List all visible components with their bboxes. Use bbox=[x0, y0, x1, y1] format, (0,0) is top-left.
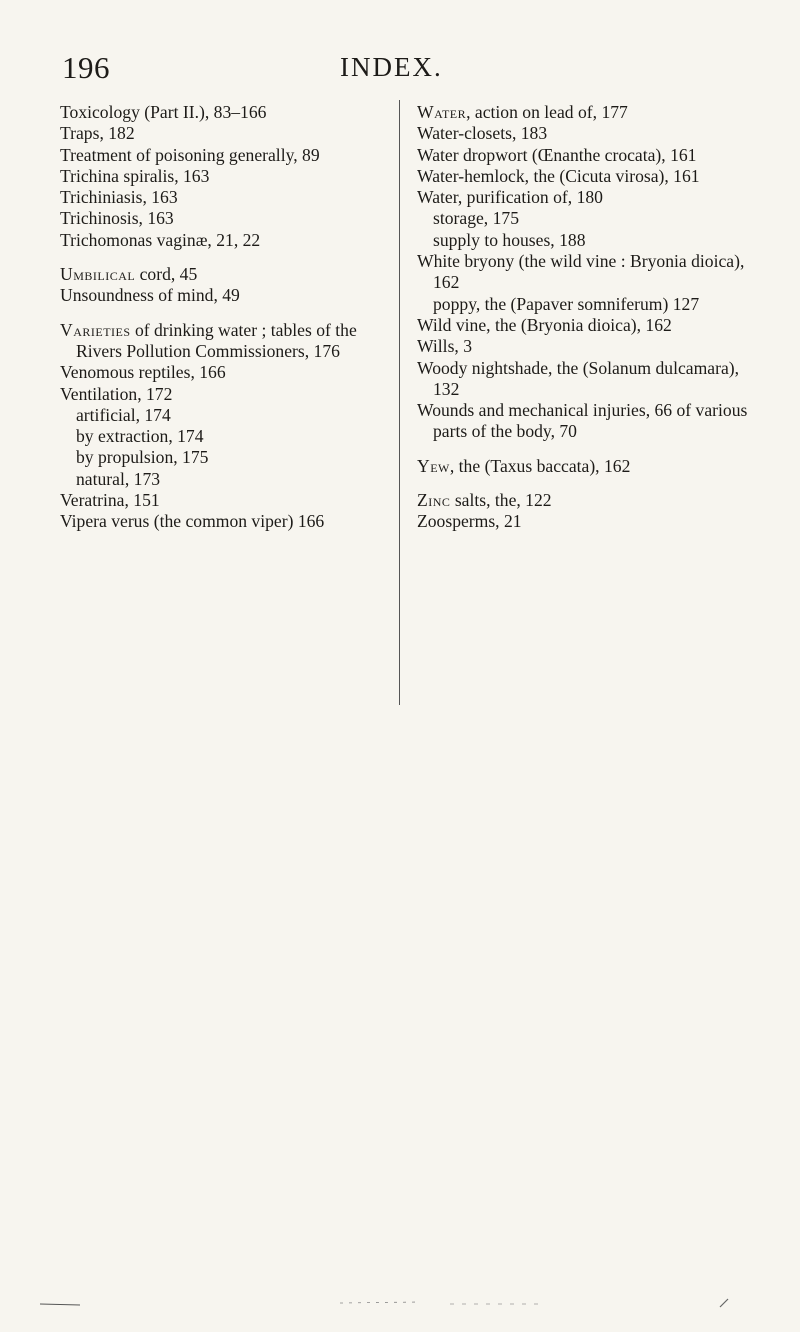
running-title: INDEX. bbox=[340, 52, 443, 82]
index-entry bbox=[60, 166, 395, 187]
index-entry bbox=[417, 490, 762, 511]
entry-lead-word: Yew bbox=[417, 455, 450, 476]
index-entry bbox=[417, 400, 762, 443]
index-entry bbox=[417, 315, 762, 336]
entry-text: Water-hemlock, the (Cicuta virosa), 161 bbox=[417, 165, 700, 186]
entry-text: Venomous reptiles, 166 bbox=[60, 362, 226, 383]
entry-lead-word: Water bbox=[417, 102, 467, 122]
entry-text: Ventilation, 172 bbox=[60, 383, 173, 404]
entry-text: Woody nightshade, the (Solanum dulcamara), 132 bbox=[417, 357, 740, 399]
entry-text: by extraction, 174 bbox=[76, 426, 204, 447]
entry-text: White bryony (the wild vine : Bryonia dioica), 162 bbox=[417, 251, 745, 293]
section-gap bbox=[60, 307, 395, 320]
entry-text: , action on lead of, 177 bbox=[466, 102, 628, 122]
entry-lead-word: Zinc bbox=[417, 490, 451, 511]
entry-text: Trichiniasis, 163 bbox=[60, 187, 178, 208]
index-entry bbox=[60, 208, 395, 229]
index-entry bbox=[417, 102, 762, 123]
index-subentry bbox=[417, 294, 762, 315]
index-column-right bbox=[417, 102, 762, 533]
index-entry bbox=[417, 456, 762, 477]
index-column-left bbox=[60, 102, 395, 533]
entry-text: Toxicology (Part II.), 83–166 bbox=[60, 102, 267, 122]
entry-text: Trichomonas vaginæ, 21, 22 bbox=[60, 229, 261, 250]
entry-lead-word: Varieties bbox=[60, 319, 131, 340]
entry-text: artificial, 174 bbox=[76, 404, 171, 425]
entry-text: Wounds and mechanical injuries, 66 of various parts of the body, 70 bbox=[417, 400, 748, 442]
index-entry bbox=[60, 123, 395, 144]
print-artifact bbox=[40, 1297, 760, 1309]
index-entry bbox=[417, 336, 762, 357]
entry-text: Water dropwort (Œnanthe crocata), 161 bbox=[417, 144, 697, 165]
index-subentry bbox=[60, 469, 395, 490]
index-entry bbox=[60, 511, 395, 532]
entry-text: Water-closets, 183 bbox=[417, 123, 548, 144]
column-divider bbox=[399, 100, 400, 705]
index-entry bbox=[60, 384, 395, 405]
index-entry bbox=[417, 166, 762, 187]
section-gap bbox=[417, 443, 762, 456]
entry-text: Wills, 3 bbox=[417, 336, 473, 357]
index-subentry bbox=[60, 405, 395, 426]
entry-text: supply to houses, 188 bbox=[433, 229, 586, 250]
entry-text: Zoosperms, 21 bbox=[417, 511, 522, 532]
entry-text: by propulsion, 175 bbox=[76, 447, 209, 468]
entry-text: poppy, the (Papaver somniferum) 127 bbox=[433, 293, 700, 314]
index-entry bbox=[60, 102, 395, 123]
entry-text: Wild vine, the (Bryonia dioica), 162 bbox=[417, 314, 672, 335]
entry-text: Veratrina, 151 bbox=[60, 490, 160, 511]
page-header bbox=[0, 50, 800, 86]
section-gap bbox=[417, 477, 762, 490]
section-gap bbox=[60, 251, 395, 264]
entry-text: Trichina spiralis, 163 bbox=[60, 165, 210, 186]
index-entry bbox=[417, 145, 762, 166]
entry-text: Traps, 182 bbox=[60, 123, 135, 144]
index-entry bbox=[60, 362, 395, 383]
entry-text: of drinking water ; tables of the Rivers Pollution Commissioners, 176 bbox=[76, 319, 357, 361]
entry-text: cord, 45 bbox=[135, 264, 198, 285]
index-entry bbox=[60, 230, 395, 251]
index-entry bbox=[60, 264, 395, 285]
index-entry bbox=[60, 145, 395, 166]
index-entry bbox=[417, 251, 762, 294]
entry-text: Unsoundness of mind, 49 bbox=[60, 285, 240, 306]
index-subentry bbox=[417, 208, 762, 229]
entry-text: salts, the, 122 bbox=[450, 490, 552, 511]
index-subentry bbox=[60, 426, 395, 447]
entry-text: Vipera verus (the common viper) 166 bbox=[60, 511, 325, 532]
index-entry bbox=[417, 358, 762, 401]
entry-text: natural, 173 bbox=[76, 468, 161, 489]
index-entry bbox=[60, 285, 395, 306]
entry-lead-word: Umbilical bbox=[60, 264, 136, 285]
entry-text: Treatment of poisoning generally, 89 bbox=[60, 144, 320, 165]
index-entry bbox=[417, 511, 762, 532]
entry-text: , the (Taxus baccata), 162 bbox=[449, 455, 631, 476]
index-entry bbox=[60, 320, 395, 363]
page-number: 196 bbox=[62, 50, 110, 85]
entry-text: Trichinosis, 163 bbox=[60, 208, 174, 229]
index-entry bbox=[60, 187, 395, 208]
index-subentry bbox=[60, 447, 395, 468]
index-entry bbox=[60, 490, 395, 511]
index-subentry bbox=[417, 230, 762, 251]
index-entry bbox=[417, 187, 762, 208]
index-entry bbox=[417, 123, 762, 144]
entry-text: storage, 175 bbox=[433, 208, 519, 229]
entry-text: Water, purification of, 180 bbox=[417, 187, 603, 208]
